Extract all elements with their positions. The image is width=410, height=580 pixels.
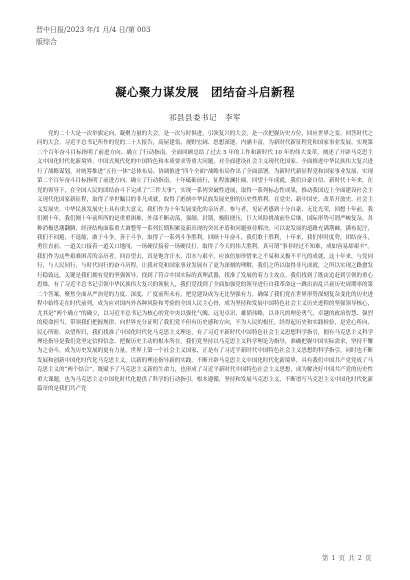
page-number: 第 1 页 共 2 页: [321, 554, 372, 562]
article-title: 凝心聚力谋发展 团结奋斗启新程: [115, 85, 295, 99]
article-body: [37, 130, 373, 395]
article-paragraph: 党的二十大是一次举旗定向、凝聚力量的大会，是一次与时俱进，引领复兴的大会，是一次把握历史方位、回应世界之变、回答时代之问的大会。习近平总书记所作的党的二十大报告，高屋建瓴、视野宏阔、思想深邃、内涵丰富，为新时代新征程党和国家事业发展、实现第二个百年奋斗目标指明了前进方向、确立了行动指南。全面回顾总结了过去 5 年的工作和新时代 10 年的伟大变革，阐述了开辟马克思主义中国化时代化新境界、中国式现代化的中国特色和本质要求等重大问题，对全面建设社会主义现代化国家、全面推进中华民族伟大复兴进行了战略谋划，对统筹推进“五位一体”总体布局、协调推进“四个全面”战略布局作出了全面部署。为新时代新征程党和国家事业发展、实现第二个百年奋斗目标指明了前进方向、确立了行动指南。十年砥砺前行，征程波澜壮阔。回望十年成就，我们自豪自信。新时代十年来，在党的领导下，在全国人民的团结奋斗下完成了“三件大事”，实现一系列突破性进展，取得一系列标志性成果，推动我国迈上全面建设社会主义现代化国家新征程，取得了举世瞩目的非凡成就，取得了彪炳中华民族发展史册的历史性胜利。在党史、新中国史、改革开放史、社会主义发展史、中华民族发展史上具有重大意义，我们作为十年发展变化的亲历者、参与者，见证者感到十分自豪，无比光荣，回想十年前，我们刚十年，我们刚十年前所所的是重重困难，外部不断动荡，强制、封锁，极阻挠压，巨大风险挑战前仆后继，国际形势可谓严峻复杂，各种消极思潮翻腾，经济结构面临重大调整等一系列长期积累及新出现的突出矛盾和问题亟待解决，可以说发展的道路充满荆棘，满布泥泞，我们不回避，不退缩，敢于斗争，善于斗争，取得了一系列斗争胜利。回顾十年奋斗，我们歌于胜利，十年来，我们审时度势，团结奋斗，勇往直前，一道关口接着一道关口地闯，一场硬仗接着一场硬仗打，取得了今天的伟大胜利。真可谓“事非经过不知难，成如容易却艰辛”。我们作为这些艰难困苦的亲历者，回首望去，真是饱含汗水、泪水与艰辛，应该倍加珍惜来之不易和又极不平凡的成就，这十年来，与党同行，与人民同行，与时代同行的奋斗历程，让我对党和国家事业发展有了更为深刻的理解，我们之所以取得非凡成就，之所以实现之路愈发行稳致远，关键是我们拥有党的坚强领导，找到了符合中国实际的真理武器，找准了发展的着力主攻点。我们找到了既由追赶到引领的重心思维，有了习近平总书记引领中华民族伟大复兴的领航人，我们党找到了全面加强党的领导进行自我革命这一跳出治乱兴衰历史周期率的第二个答案。聚焦全面从严治党的力度、深度、广度前所未有，把党建设成为无比坚强有力，确保了我们党在世界形势深刻复杂变化的历史进程中始终走在时代前列，成为应对国内外各种风险和考验的全国人民主心骨，成为坚持和发展中国特色社会主义历史进程的坚强领导核心，尤其是“两个确立”的确立，以习近平总书记为核心的党中央以强化气魄、远见卓识、雄韬伟略，以非凡的理论勇气、卓越的政治智慧、强烈的使命担当，带领我们把握规律、向世界充分证明了我们党不但有历史感和方向，不为人民的根任，经得起历史和实践检验，是党心所向、民心所盼、众望所归，我们找准了中国化时代化马克思主义理论，有了习近平新时代中国特色社会主义思想科学指引，拥有马克思主义科学理论指导是我们党坚定信仰信念、把握历史主动的根本所在，我们党坚持以马克思主义科学理论为指导，准确把握中国实际需求，坚持不懈为之奋斗，成为历史发展的更有力量，世界上第一个社会主义国家，正是有了习近平新时代中国特色社会主义思想的科学指引，同时也不断发展和创新中国化时代化马克思主义，以新的理论指导新的实践，不断开辟马克思主义中国化时代化新境界，具有我们中国共产党党成了马克思主义的“两个结合”，既赋予了马克思主义新的生命力，也形成了习近平新时代中国特色社会主义思想，成为解决好中国共产党的历史性重大课题，也为马克思主义中国化时代化提供了科学的行动指引。根本遵循，坚持和发展马克思主义，不断谱写马克思主义中国化时代化新篇章的是我们共产党: [37, 131, 373, 393]
header-source-line: 晋中日报/2023 年/1 月/4 日/第 003: [36, 26, 151, 34]
header-section-line: 版综合: [36, 38, 57, 46]
newspaper-header: [36, 24, 150, 48]
article-author: 祁县县委书记 李军: [169, 113, 241, 122]
